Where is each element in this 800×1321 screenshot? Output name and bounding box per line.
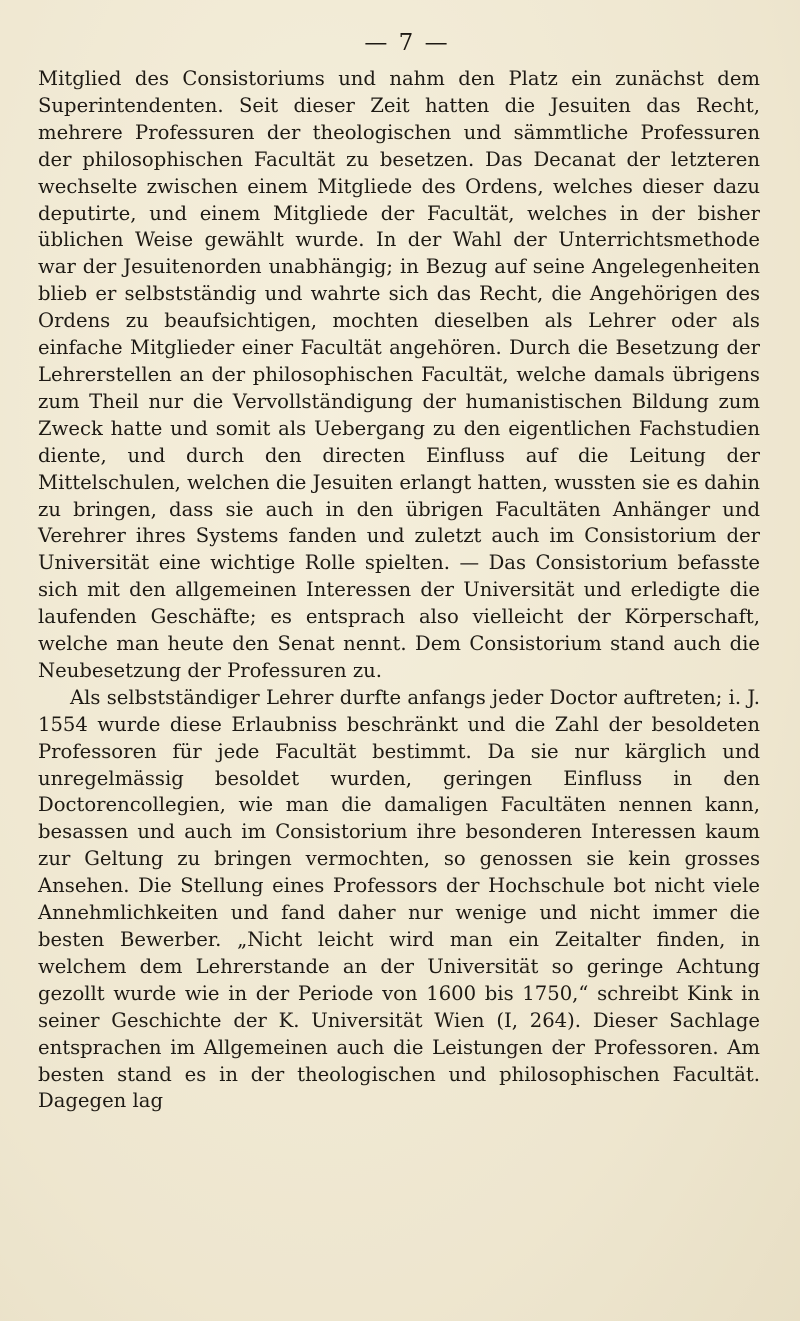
paragraph-professors: Als selbstständiger Lehrer durfte anfangs jeder Doctor auftreten; i. J. 1554 wurde diese Erlaubniss beschränkt und die Zahl der besoldeten Professoren für jede Facultät bestimmt. Da sie nur kärglich und unregelmässig besoldet wurden, geringen Einfluss in den Doctorencollegien, wie man die damaligen Facultäten nennen kann, besassen und auch im Consistorium ihre besonderen Interessen kaum zur Geltung zu bringen vermochten, so genossen sie kein grosses Ansehen. Die Stellung eines Professors der Hochschule bot nicht viele Annehmlichkeiten und fand daher nur wenige und nicht immer die besten Bewerber. „Nicht leicht wird man ein Zeitalter finden, in welchem dem Lehrerstande an der Universität so geringe Achtung gezollt wurde wie in der Periode von 1600 bis 1750,“ schreibt Kink in seiner Geschichte der K. Universität Wien (I, 264). Dieser Sachlage entsprachen im Allgemeinen auch die Leistungen der Professoren. Am besten stand es in der theologischen und philosophischen Facultät. Dagegen lag <box>38 685 760 1113</box>
body-text <box>38 66 760 1115</box>
paragraph-consistorium: Mitglied des Consistoriums und nahm den Platz ein zunächst dem Superintendenten. Seit dieser Zeit hatten die Jesuiten das Recht, mehrere Professuren der theologischen und sämmtliche Professuren der philosophischen Facultät zu besetzen. Das Decanat der letzteren wechselte zwischen einem Mitgliede des Ordens, welches dieser dazu deputirte, und einem Mitgliede der Facultät, welches in der bisher üblichen Weise gewählt wurde. In der Wahl der Unterrichtsmethode war der Jesuitenorden unabhängig; in Bezug auf seine Angelegenheiten blieb er selbstständig und wahrte sich das Recht, die Angehörigen des Ordens zu beaufsichtigen, mochten dieselben als Lehrer oder als einfache Mitglieder einer Facultät angehören. Durch die Besetzung der Lehrerstellen an der philosophischen Facultät, welche damals übrigens zum Theil nur die Vervollständigung der humanistischen Bildung zum Zweck hatte und somit als Uebergang zu den eigentlichen Fachstudien diente, und durch den directen Einfluss auf die Leitung der Mittelschulen, welchen die Jesuiten erlangt hatten, wussten sie es dahin zu bringen, dass sie auch in den übrigen Facultäten Anhänger und Verehrer ihres Systems fanden und zuletzt auch im Consistorium der Universität eine wichtige Rolle spielten. — Das Consistorium befasste sich mit den allgemeinen Interessen der Universität und erledigte die laufenden Geschäfte; es entsprach also vielleicht der Körperschaft, welche man heute den Senat nennt. Dem Consistorium stand auch die Neubesetzung der Professuren zu. <box>38 67 760 682</box>
page-number: — 7 — <box>364 30 450 56</box>
